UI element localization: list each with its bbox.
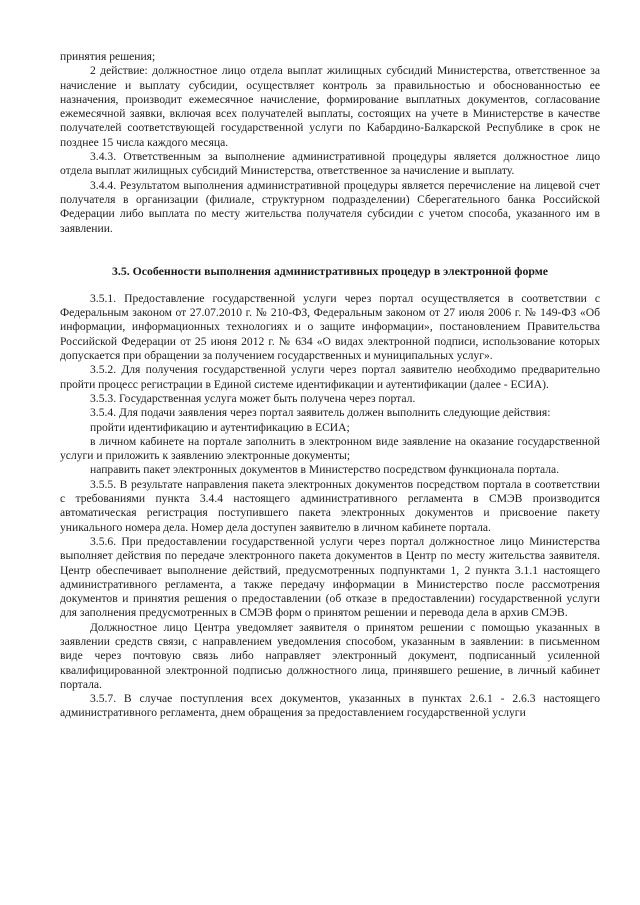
list-item-esia: пройти идентификацию и аутентификацию в ЕСИА; [90, 420, 350, 434]
paragraph-3-5-2: 3.5.2. Для получения государственной услуги через портал заявителю необходимо предварительно пройти процесс регистрации в Единой системе идентификации и аутентификации (далее - ЕСИА). [60, 363, 600, 391]
paragraph-3-4-4: 3.4.4. Результатом выполнения административной процедуры является перечисление на лицевой счет получателя в организации (филиале, структурном подразделении) Сберегательного банка Российской Федерации либо выплата по месту жительства получателя субсидии с учетом способа, указанного им в заявлении. [60, 178, 600, 235]
paragraph-3-5-4: 3.5.4. Для подачи заявления через портал заявитель должен выполнить следующие действия: [90, 406, 551, 420]
paragraph-3-5-1: 3.5.1. Предоставление государственной услуги через портал осуществляется в соответствии с Федеральным законом от 27.07.2010 г. № 210-ФЗ, Федеральным законом от 27 июля 2006 г. № 149-ФЗ «Об информации, информационных технологиях и о защите информации», постановлением Правительства Российской Федерации от 25 июня 2012 г. № 634 «О видах электронной подписи, использование которых допускается при обращении за получением государственных и муниципальных услуг». [60, 291, 600, 363]
list-item-send-package: направить пакет электронных документов в Министерство посредством функционала портала. [90, 463, 560, 477]
section-heading: 3.5. Особенности выполнения административных процедур в электронной форме [111, 263, 549, 278]
paragraph-continuation: принятия решения; [60, 50, 156, 63]
spacer [60, 236, 600, 250]
paragraph-3-5-3: 3.5.3. Государственная услуга может быть получена через портал. [90, 391, 416, 405]
paragraph-3-5-7: 3.5.7. В случае поступления всех документов, указанных в пунктах 2.6.1 - 2.6.3 настоящего административного регламента, днем обращения за предоставлением государственной услуги [60, 692, 600, 720]
paragraph-3-5-6: 3.5.6. При предоставлении государственной услуги через портал должностное лицо Министерства выполняет действия по передаче электронного пакета документов в Центр по месту жительства заявителя. Центр обеспечивает выполнение действий, предусмотренных подпунктами 1, 2 пункта 3.1.1 настоящего административного регламента, а также передачу информации в Министерство после рассмотрения документов и принятия решения о предоставлении (об отказе в предоставлении) государственной услуги для заполнения предусмотренных в СМЭВ форм о принятом решении и перевода дела в архив СМЭВ. [60, 534, 600, 620]
paragraph-3-5-5: 3.5.5. В результате направления пакета электронных документов посредством портала в соответствии с требованиями пункта 3.4.4 настоящего административного регламента в СМЭВ производится автоматическая регистрация поступившего пакета электронных документов и присвоение пакету уникального номера дела. Номер дела доступен заявителю в личном кабинете портала. [60, 477, 600, 534]
paragraph-3-4-3: 3.4.3. Ответственным за выполнение административной процедуры является должностное лицо отдела выплат жилищных субсидий Министерства, ответственное за начисление и выплату. [60, 150, 600, 178]
paragraph-center-notification: Должностное лицо Центра уведомляет заявителя о принятом решении с помощью указанных в заявлении средств связи, с направлением уведомления способом, указанным в заявлении: в письменном виде через почтовую связь либо направляет электронный документ, подписанный усиленной квалифицированной электронной подписью должностного лица, принявшего решение, в личный кабинет портала. [60, 620, 600, 691]
paragraph-action-2: 2 действие: должностное лицо отдела выплат жилищных субсидий Министерства, ответственное за начисление и выплату субсидии, осуществляет контроль за правильностью и обоснованностью ее назначения, производит ежемесячное начисление, формирование выплатных документов, согласование ежемесячной заявки, включая всех получателей выплаты, состоящих на учете в Министерстве в качестве получателей соответствующей государственной услуги по Кабардино-Балкарской Республике в срок не позднее 15 числа каждого месяца. [60, 64, 600, 149]
list-item-fill-form: в личном кабинете на портале заполнить в электронном виде заявление на оказание государственной услуги и приложить к заявлению электронные документы; [60, 434, 600, 463]
